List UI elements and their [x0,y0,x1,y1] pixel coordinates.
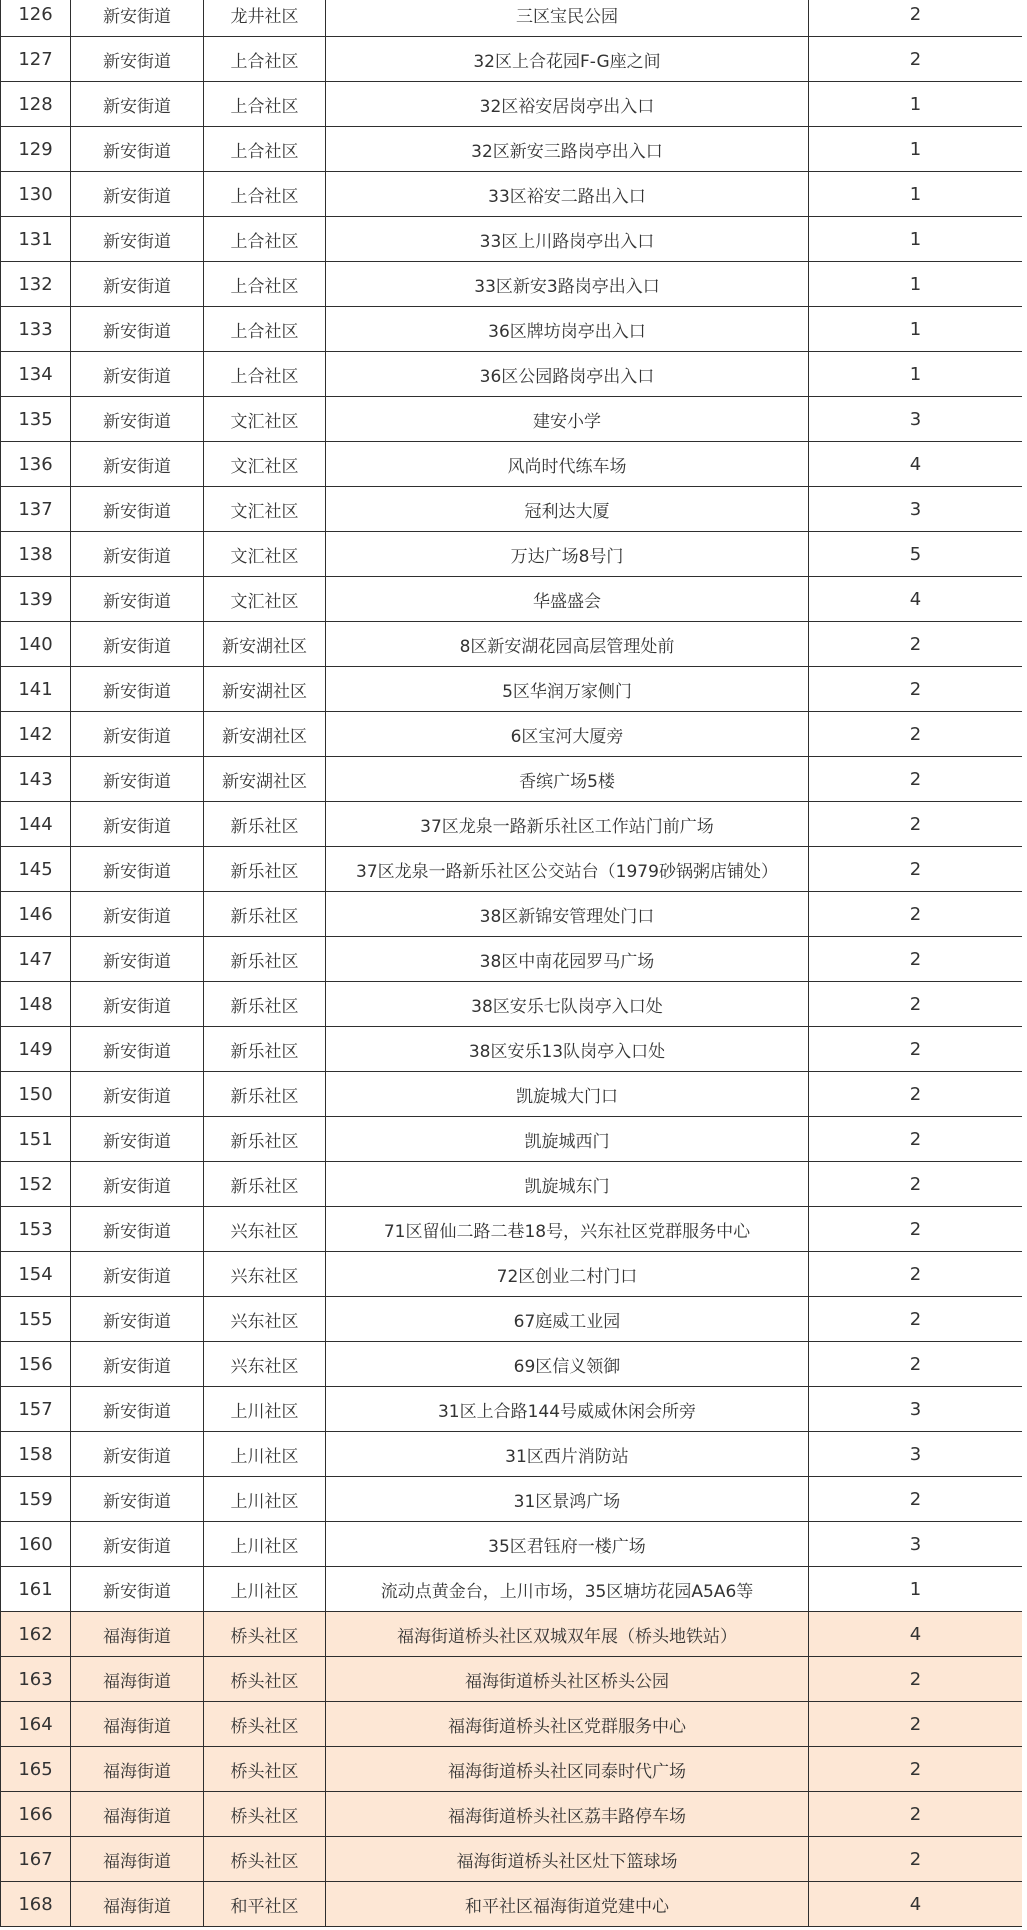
row-number-cell: 151 [1,1117,71,1162]
street-cell: 新安街道 [71,937,204,982]
street-cell: 新安街道 [71,577,204,622]
community-cell: 桥头社区 [204,1612,326,1657]
location-cell: 31区景鸿广场 [326,1477,809,1522]
street-cell: 新安街道 [71,1297,204,1342]
row-number-cell: 138 [1,532,71,577]
community-cell: 上川社区 [204,1567,326,1612]
count-cell: 4 [809,1612,1023,1657]
street-cell: 新安街道 [71,127,204,172]
street-cell: 新安街道 [71,847,204,892]
location-cell: 福海街道桥头社区党群服务中心 [326,1702,809,1747]
street-cell: 新安街道 [71,1072,204,1117]
row-number-cell: 158 [1,1432,71,1477]
location-cell: 38区新锦安管理处门口 [326,892,809,937]
row-number-cell: 132 [1,262,71,307]
table-row [1,892,1023,937]
community-cell: 上合社区 [204,262,326,307]
community-cell: 兴东社区 [204,1252,326,1297]
count-cell: 2 [809,0,1023,37]
count-cell: 1 [809,82,1023,127]
row-number-cell: 129 [1,127,71,172]
street-cell: 新安街道 [71,712,204,757]
location-cell: 38区安乐七队岗亭入口处 [326,982,809,1027]
street-cell: 新安街道 [71,667,204,712]
table-row [1,1612,1023,1657]
row-number-cell: 149 [1,1027,71,1072]
street-cell: 新安街道 [71,1162,204,1207]
row-number-cell: 150 [1,1072,71,1117]
street-cell: 福海街道 [71,1792,204,1837]
street-cell: 福海街道 [71,1837,204,1882]
table-row [1,1702,1023,1747]
street-cell: 新安街道 [71,487,204,532]
table-row [1,712,1023,757]
location-cell: 38区中南花园罗马广场 [326,937,809,982]
street-cell: 新安街道 [71,442,204,487]
location-cell: 33区上川路岗亭出入口 [326,217,809,262]
table-row [1,37,1023,82]
row-number-cell: 154 [1,1252,71,1297]
table-row [1,1522,1023,1567]
street-cell: 新安街道 [71,397,204,442]
count-cell: 1 [809,1567,1023,1612]
street-cell: 新安街道 [71,82,204,127]
location-cell: 万达广场8号门 [326,532,809,577]
table-row [1,847,1023,892]
community-cell: 文汇社区 [204,442,326,487]
street-cell: 新安街道 [71,1207,204,1252]
street-cell: 福海街道 [71,1747,204,1792]
row-number-cell: 140 [1,622,71,667]
count-cell: 1 [809,262,1023,307]
table-row [1,1297,1023,1342]
count-cell: 4 [809,577,1023,622]
street-cell: 新安街道 [71,532,204,577]
location-cell: 71区留仙二路二巷18号，兴东社区党群服务中心 [326,1207,809,1252]
table-row [1,667,1023,712]
table-row [1,262,1023,307]
row-number-cell: 165 [1,1747,71,1792]
community-cell: 兴东社区 [204,1297,326,1342]
row-number-cell: 144 [1,802,71,847]
row-number-cell: 126 [1,0,71,37]
table-row [1,172,1023,217]
location-cell: 33区裕安二路出入口 [326,172,809,217]
location-cell: 香缤广场5楼 [326,757,809,802]
location-cell: 福海街道桥头社区灶下篮球场 [326,1837,809,1882]
location-cell: 8区新安湖花园高层管理处前 [326,622,809,667]
count-cell: 2 [809,1837,1023,1882]
table-row [1,127,1023,172]
count-cell: 5 [809,532,1023,577]
location-cell: 华盛盛会 [326,577,809,622]
row-number-cell: 164 [1,1702,71,1747]
community-cell: 兴东社区 [204,1207,326,1252]
row-number-cell: 141 [1,667,71,712]
street-cell: 新安街道 [71,622,204,667]
table-row [1,1252,1023,1297]
count-cell: 1 [809,307,1023,352]
community-cell: 上合社区 [204,172,326,217]
location-cell: 37区龙泉一路新乐社区工作站门前广场 [326,802,809,847]
community-cell: 新乐社区 [204,1027,326,1072]
location-cell: 33区新安3路岗亭出入口 [326,262,809,307]
table-row [1,0,1023,37]
count-cell: 2 [809,937,1023,982]
table-row [1,397,1023,442]
location-cell: 37区龙泉一路新乐社区公交站台（1979砂锅粥店铺处） [326,847,809,892]
count-cell: 3 [809,1522,1023,1567]
row-number-cell: 137 [1,487,71,532]
location-cell: 福海街道桥头社区同泰时代广场 [326,1747,809,1792]
community-cell: 上川社区 [204,1387,326,1432]
location-cell: 和平社区福海街道党建中心 [326,1882,809,1927]
table-row [1,622,1023,667]
count-cell: 2 [809,1072,1023,1117]
street-cell: 新安街道 [71,757,204,802]
count-cell: 2 [809,1792,1023,1837]
community-cell: 上合社区 [204,37,326,82]
community-cell: 上合社区 [204,127,326,172]
location-cell: 建安小学 [326,397,809,442]
count-cell: 2 [809,1657,1023,1702]
location-cell: 冠利达大厦 [326,487,809,532]
table-row [1,1882,1023,1927]
community-cell: 桥头社区 [204,1747,326,1792]
table-row [1,1477,1023,1522]
location-cell: 69区信义领御 [326,1342,809,1387]
count-cell: 2 [809,847,1023,892]
count-cell: 4 [809,1882,1023,1927]
table-row [1,82,1023,127]
community-cell: 新乐社区 [204,1162,326,1207]
row-number-cell: 145 [1,847,71,892]
street-cell: 福海街道 [71,1882,204,1927]
count-cell: 3 [809,1387,1023,1432]
community-cell: 新安湖社区 [204,757,326,802]
community-cell: 新乐社区 [204,937,326,982]
row-number-cell: 142 [1,712,71,757]
count-cell: 2 [809,1297,1023,1342]
street-cell: 新安街道 [71,1522,204,1567]
row-number-cell: 166 [1,1792,71,1837]
table-row [1,1747,1023,1792]
street-cell: 福海街道 [71,1702,204,1747]
community-cell: 和平社区 [204,1882,326,1927]
count-cell: 2 [809,1747,1023,1792]
count-cell: 2 [809,1207,1023,1252]
street-cell: 新安街道 [71,0,204,37]
community-cell: 新乐社区 [204,1117,326,1162]
table-row [1,1837,1023,1882]
table-row [1,1117,1023,1162]
community-cell: 新安湖社区 [204,667,326,712]
location-cell: 凯旋城西门 [326,1117,809,1162]
community-cell: 兴东社区 [204,1342,326,1387]
location-cell: 36区牌坊岗亭出入口 [326,307,809,352]
community-cell: 文汇社区 [204,577,326,622]
count-cell: 1 [809,127,1023,172]
right-margin [1022,0,1027,1930]
community-cell: 上川社区 [204,1432,326,1477]
street-cell: 新安街道 [71,1342,204,1387]
count-cell: 2 [809,622,1023,667]
table-row [1,1207,1023,1252]
count-cell: 2 [809,757,1023,802]
community-cell: 上川社区 [204,1477,326,1522]
count-cell: 2 [809,712,1023,757]
location-cell: 36区公园路岗亭出入口 [326,352,809,397]
row-number-cell: 155 [1,1297,71,1342]
row-number-cell: 131 [1,217,71,262]
row-number-cell: 128 [1,82,71,127]
street-cell: 新安街道 [71,1027,204,1072]
count-cell: 2 [809,1702,1023,1747]
location-cell: 31区西片消防站 [326,1432,809,1477]
row-number-cell: 161 [1,1567,71,1612]
table-row [1,1567,1023,1612]
street-cell: 新安街道 [71,892,204,937]
street-cell: 新安街道 [71,262,204,307]
location-cell: 流动点黄金台，上川市场，35区塘坊花园A5A6等 [326,1567,809,1612]
count-cell: 2 [809,892,1023,937]
count-cell: 3 [809,1432,1023,1477]
table-row [1,1432,1023,1477]
row-number-cell: 156 [1,1342,71,1387]
table-row [1,1027,1023,1072]
table-body [1,0,1023,1927]
community-cell: 新乐社区 [204,1072,326,1117]
location-cell: 6区宝河大厦旁 [326,712,809,757]
row-number-cell: 127 [1,37,71,82]
location-cell: 凯旋城大门口 [326,1072,809,1117]
location-cell: 72区创业二村门口 [326,1252,809,1297]
table-row [1,577,1023,622]
row-number-cell: 133 [1,307,71,352]
row-number-cell: 168 [1,1882,71,1927]
community-cell: 新乐社区 [204,982,326,1027]
table-row [1,532,1023,577]
table-row [1,1162,1023,1207]
location-cell: 风尚时代练车场 [326,442,809,487]
count-cell: 2 [809,667,1023,712]
community-cell: 新安湖社区 [204,622,326,667]
community-cell: 新安湖社区 [204,712,326,757]
row-number-cell: 134 [1,352,71,397]
community-cell: 新乐社区 [204,892,326,937]
street-cell: 新安街道 [71,172,204,217]
location-cell: 凯旋城东门 [326,1162,809,1207]
community-cell: 上川社区 [204,1522,326,1567]
location-cell: 32区裕安居岗亭出入口 [326,82,809,127]
table-row [1,1657,1023,1702]
street-cell: 新安街道 [71,37,204,82]
location-cell: 福海街道桥头社区荔丰路停车场 [326,1792,809,1837]
table-row [1,1342,1023,1387]
table-row [1,442,1023,487]
table-row [1,307,1023,352]
table-row [1,1792,1023,1837]
count-cell: 4 [809,442,1023,487]
row-number-cell: 143 [1,757,71,802]
community-cell: 新乐社区 [204,802,326,847]
community-cell: 桥头社区 [204,1657,326,1702]
table-row [1,487,1023,532]
count-cell: 1 [809,172,1023,217]
street-cell: 新安街道 [71,217,204,262]
community-cell: 桥头社区 [204,1702,326,1747]
community-cell: 上合社区 [204,82,326,127]
row-number-cell: 146 [1,892,71,937]
community-cell: 上合社区 [204,217,326,262]
row-number-cell: 167 [1,1837,71,1882]
row-number-cell: 148 [1,982,71,1027]
community-cell: 上合社区 [204,307,326,352]
street-cell: 福海街道 [71,1612,204,1657]
row-number-cell: 130 [1,172,71,217]
location-cell: 32区上合花园F-G座之间 [326,37,809,82]
row-number-cell: 136 [1,442,71,487]
row-number-cell: 160 [1,1522,71,1567]
community-cell: 文汇社区 [204,532,326,577]
street-cell: 新安街道 [71,1477,204,1522]
location-cell: 31区上合路144号威威休闲会所旁 [326,1387,809,1432]
count-cell: 2 [809,1477,1023,1522]
street-cell: 新安街道 [71,1567,204,1612]
street-cell: 新安街道 [71,802,204,847]
count-cell: 2 [809,1027,1023,1072]
row-number-cell: 163 [1,1657,71,1702]
table-row [1,217,1023,262]
street-cell: 新安街道 [71,1252,204,1297]
row-number-cell: 147 [1,937,71,982]
location-cell: 35区君钰府一楼广场 [326,1522,809,1567]
row-number-cell: 157 [1,1387,71,1432]
table-row [1,1387,1023,1432]
location-cell: 福海街道桥头社区桥头公园 [326,1657,809,1702]
street-cell: 新安街道 [71,352,204,397]
location-cell: 三区宝民公园 [326,0,809,37]
community-cell: 上合社区 [204,352,326,397]
community-cell: 文汇社区 [204,487,326,532]
community-cell: 龙井社区 [204,0,326,37]
community-cell: 文汇社区 [204,397,326,442]
location-cell: 福海街道桥头社区双城双年展（桥头地铁站） [326,1612,809,1657]
row-number-cell: 162 [1,1612,71,1657]
location-cell: 5区华润万家侧门 [326,667,809,712]
street-cell: 福海街道 [71,1657,204,1702]
street-cell: 新安街道 [71,1387,204,1432]
street-cell: 新安街道 [71,982,204,1027]
table-row [1,352,1023,397]
street-cell: 新安街道 [71,1117,204,1162]
table-row [1,937,1023,982]
community-cell: 桥头社区 [204,1792,326,1837]
table-row [1,802,1023,847]
count-cell: 1 [809,352,1023,397]
street-cell: 新安街道 [71,307,204,352]
count-cell: 1 [809,217,1023,262]
count-cell: 2 [809,1117,1023,1162]
count-cell: 2 [809,802,1023,847]
row-number-cell: 152 [1,1162,71,1207]
count-cell: 2 [809,982,1023,1027]
row-number-cell: 153 [1,1207,71,1252]
count-cell: 3 [809,397,1023,442]
community-cell: 桥头社区 [204,1837,326,1882]
row-number-cell: 135 [1,397,71,442]
count-cell: 2 [809,37,1023,82]
community-cell: 新乐社区 [204,847,326,892]
table-row [1,1072,1023,1117]
count-cell: 3 [809,487,1023,532]
street-cell: 新安街道 [71,1432,204,1477]
location-cell: 32区新安三路岗亭出入口 [326,127,809,172]
row-number-cell: 159 [1,1477,71,1522]
count-cell: 2 [809,1162,1023,1207]
table-row [1,982,1023,1027]
count-cell: 2 [809,1252,1023,1297]
count-cell: 2 [809,1342,1023,1387]
location-cell: 38区安乐13队岗亭入口处 [326,1027,809,1072]
location-cell: 67庭威工业园 [326,1297,809,1342]
row-number-cell: 139 [1,577,71,622]
table-row [1,757,1023,802]
